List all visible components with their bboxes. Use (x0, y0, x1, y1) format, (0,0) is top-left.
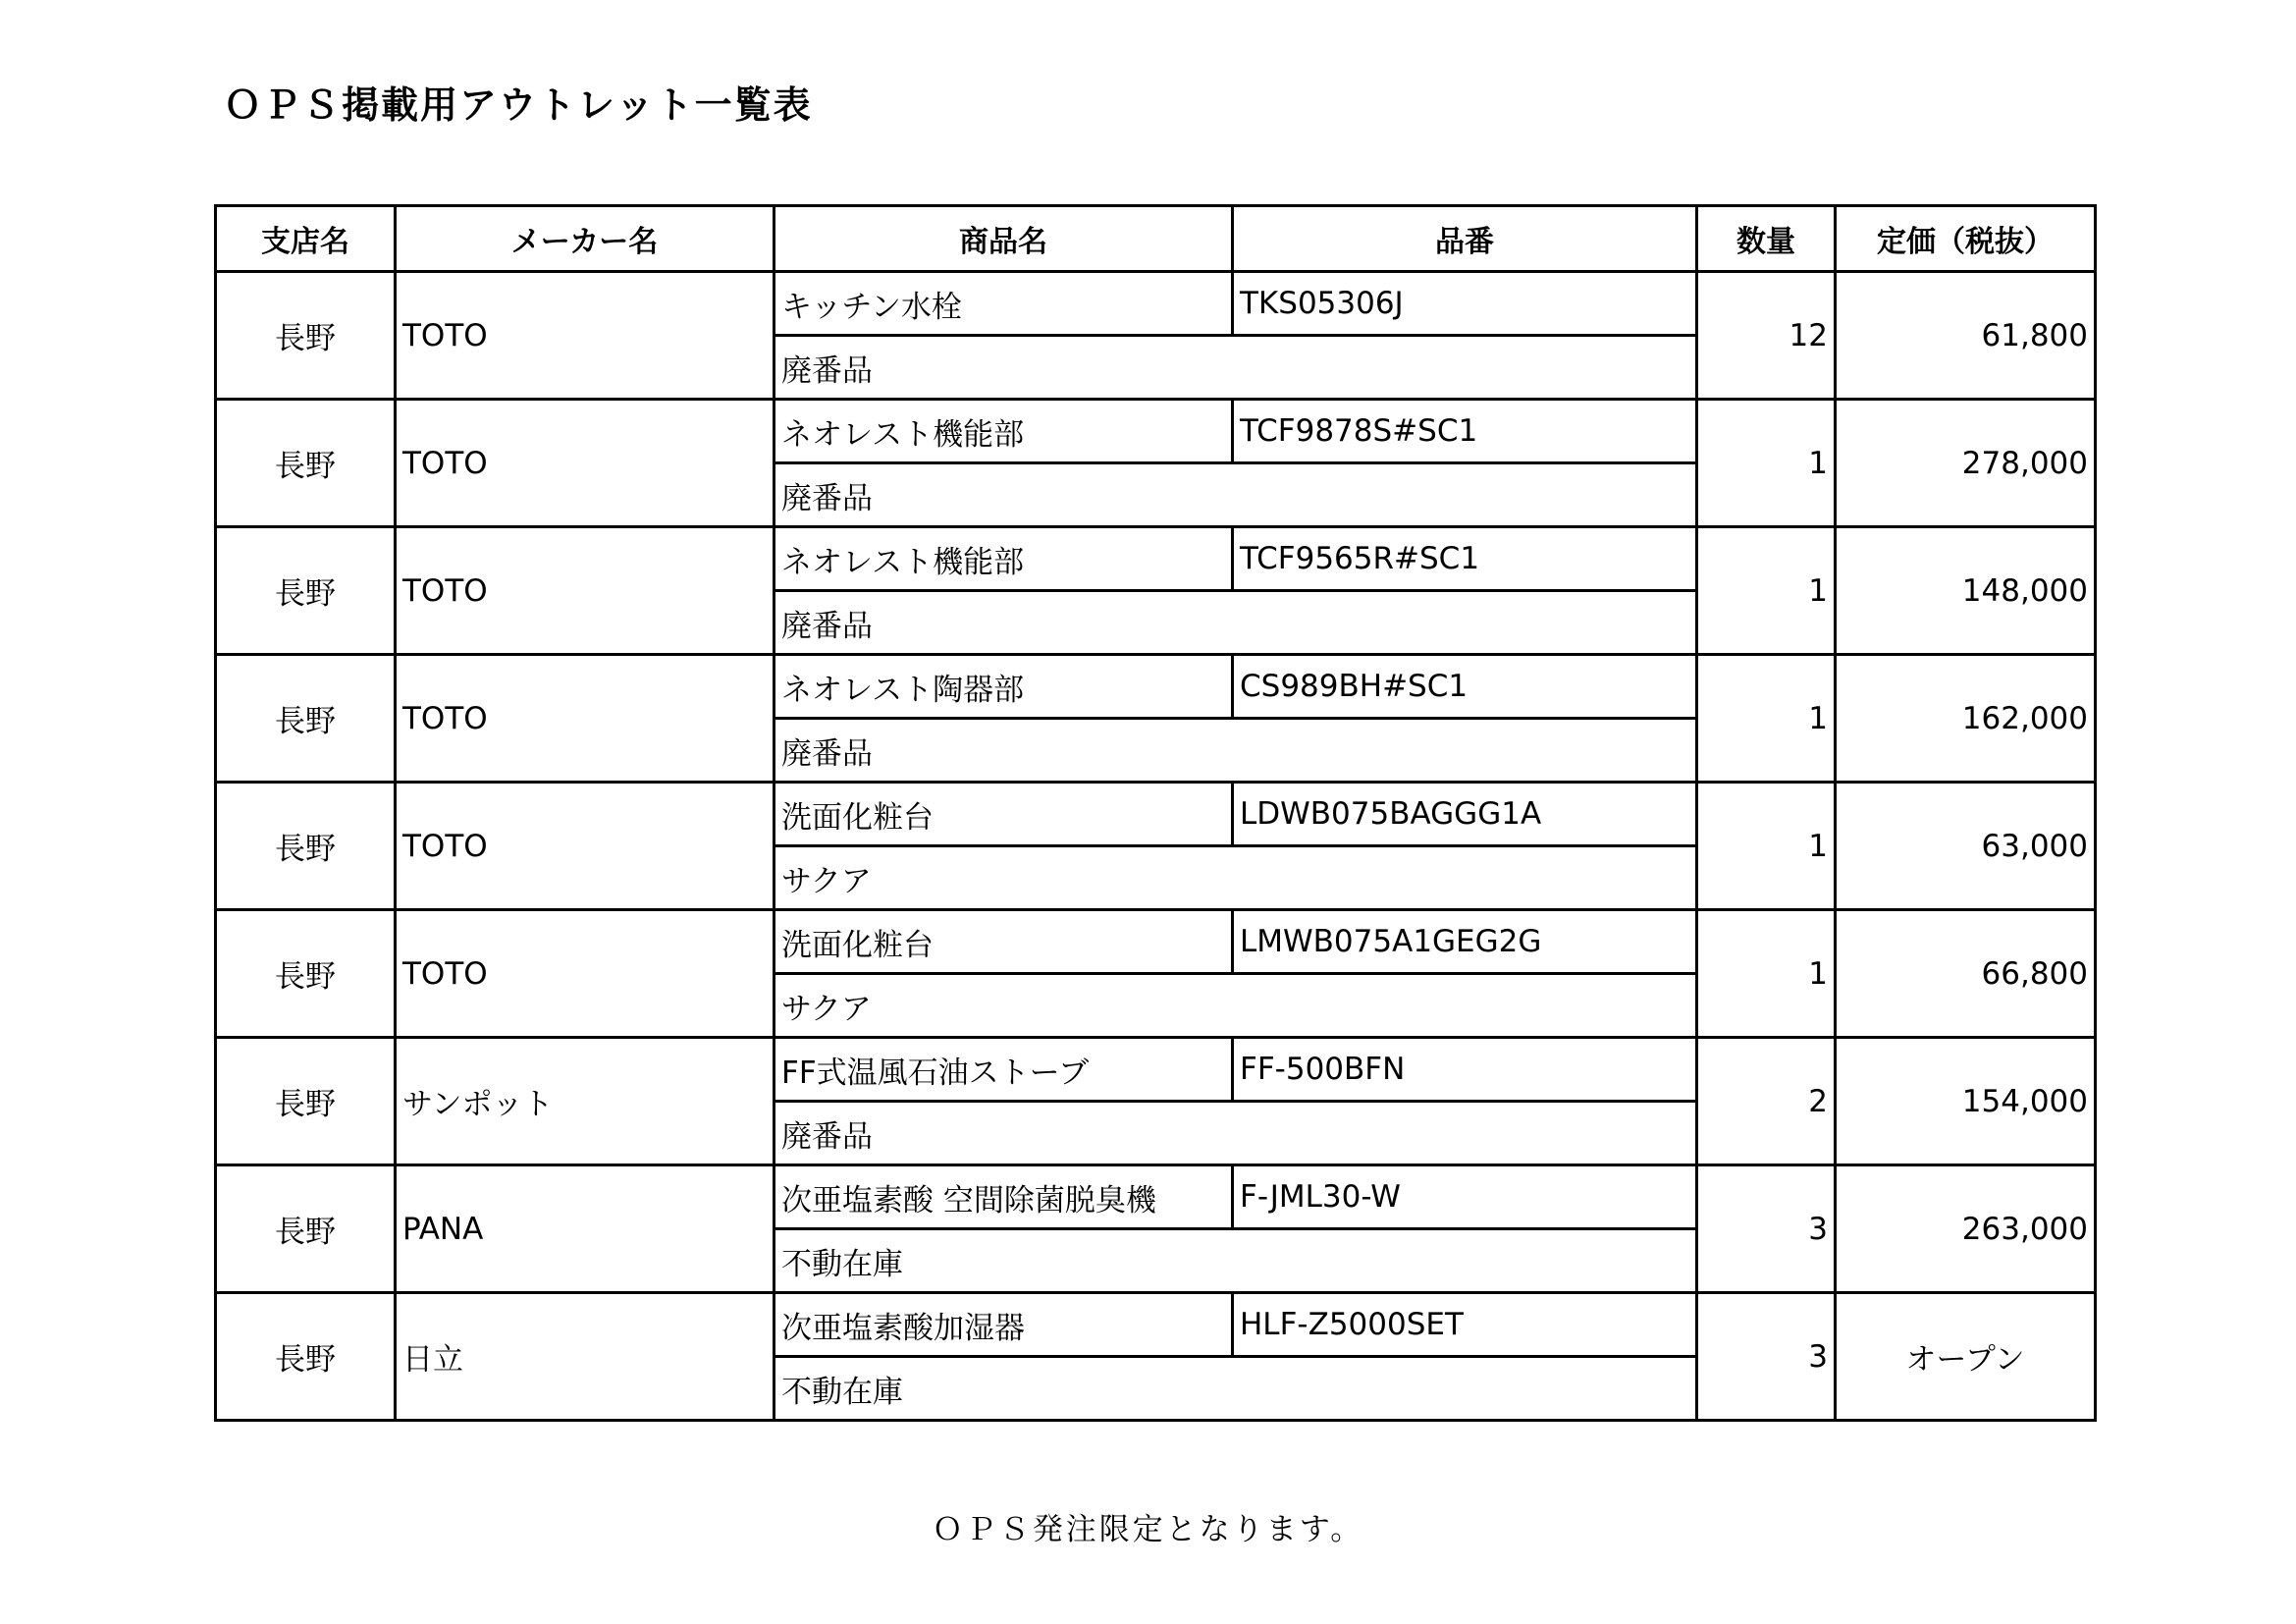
footer-note: ＯＰＳ発注限定となります。 (932, 1512, 1364, 1547)
qty-cell: 2 (1697, 1038, 1836, 1165)
header-branch: 支店名 (216, 206, 396, 272)
header-qty: 数量 (1697, 206, 1836, 272)
part-no-cell: FF-500BFN (1233, 1038, 1697, 1102)
header-maker: メーカー名 (396, 206, 774, 272)
branch-cell: 長野 (216, 527, 396, 655)
table-row (216, 527, 2096, 591)
maker-cell: 日立 (396, 1293, 774, 1421)
maker-cell: TOTO (396, 400, 774, 527)
note-cell: 廃番品 (774, 336, 1697, 400)
header-price: 定価（税抜） (1836, 206, 2096, 272)
product-cell: ネオレスト陶器部 (774, 655, 1233, 719)
qty-cell: 1 (1697, 783, 1836, 910)
part-no-cell: LMWB075A1GEG2G (1233, 910, 1697, 974)
table-row (216, 1293, 2096, 1357)
qty-cell: 1 (1697, 910, 1836, 1038)
outlet-table (214, 204, 2097, 1422)
product-cell: FF式温風石油ストーブ (774, 1038, 1233, 1102)
branch-cell: 長野 (216, 1165, 396, 1293)
price-cell: 63,000 (1836, 783, 2096, 910)
qty-cell: 1 (1697, 527, 1836, 655)
price-cell: オープン (1836, 1293, 2096, 1421)
table-row (216, 1165, 2096, 1229)
part-no-cell: CS989BH#SC1 (1233, 655, 1697, 719)
page-title: ＯＰＳ掲載用アウトレット一覧表 (224, 83, 813, 127)
branch-cell: 長野 (216, 400, 396, 527)
table-row (216, 910, 2096, 974)
price-cell: 278,000 (1836, 400, 2096, 527)
branch-cell: 長野 (216, 655, 396, 783)
qty-cell: 12 (1697, 272, 1836, 400)
product-cell: ネオレスト機能部 (774, 400, 1233, 463)
product-cell: 次亜塩素酸 空間除菌脱臭機 (774, 1165, 1233, 1229)
maker-cell: PANA (396, 1165, 774, 1293)
header-product: 商品名 (774, 206, 1233, 272)
price-cell: 148,000 (1836, 527, 2096, 655)
price-cell: 66,800 (1836, 910, 2096, 1038)
price-cell: 162,000 (1836, 655, 2096, 783)
table-row (216, 400, 2096, 463)
note-cell: 廃番品 (774, 719, 1697, 783)
product-cell: 次亜塩素酸加湿器 (774, 1293, 1233, 1357)
header-row (216, 206, 2096, 272)
note-cell: 不動在庫 (774, 1229, 1697, 1293)
note-cell: サクア (774, 974, 1697, 1038)
note-cell: 廃番品 (774, 463, 1697, 527)
table-row (216, 783, 2096, 846)
product-cell: ネオレスト機能部 (774, 527, 1233, 591)
header-part-no: 品番 (1233, 206, 1697, 272)
maker-cell: TOTO (396, 910, 774, 1038)
qty-cell: 1 (1697, 400, 1836, 527)
part-no-cell: F-JML30-W (1233, 1165, 1697, 1229)
part-no-cell: HLF-Z5000SET (1233, 1293, 1697, 1357)
maker-cell: TOTO (396, 527, 774, 655)
note-cell: 廃番品 (774, 1102, 1697, 1165)
table-row (216, 655, 2096, 719)
part-no-cell: TCF9878S#SC1 (1233, 400, 1697, 463)
qty-cell: 1 (1697, 655, 1836, 783)
branch-cell: 長野 (216, 272, 396, 400)
price-cell: 154,000 (1836, 1038, 2096, 1165)
part-no-cell: TCF9565R#SC1 (1233, 527, 1697, 591)
price-cell: 263,000 (1836, 1165, 2096, 1293)
product-cell: キッチン水栓 (774, 272, 1233, 336)
qty-cell: 3 (1697, 1165, 1836, 1293)
note-cell: 不動在庫 (774, 1357, 1697, 1421)
qty-cell: 3 (1697, 1293, 1836, 1421)
note-cell: サクア (774, 846, 1697, 910)
branch-cell: 長野 (216, 910, 396, 1038)
table-row (216, 1038, 2096, 1102)
branch-cell: 長野 (216, 1038, 396, 1165)
maker-cell: TOTO (396, 272, 774, 400)
price-cell: 61,800 (1836, 272, 2096, 400)
product-cell: 洗面化粧台 (774, 783, 1233, 846)
maker-cell: サンポット (396, 1038, 774, 1165)
branch-cell: 長野 (216, 1293, 396, 1421)
part-no-cell: LDWB075BAGGG1A (1233, 783, 1697, 846)
table-row (216, 272, 2096, 336)
part-no-cell: TKS05306J (1233, 272, 1697, 336)
branch-cell: 長野 (216, 783, 396, 910)
product-cell: 洗面化粧台 (774, 910, 1233, 974)
note-cell: 廃番品 (774, 591, 1697, 655)
maker-cell: TOTO (396, 783, 774, 910)
maker-cell: TOTO (396, 655, 774, 783)
